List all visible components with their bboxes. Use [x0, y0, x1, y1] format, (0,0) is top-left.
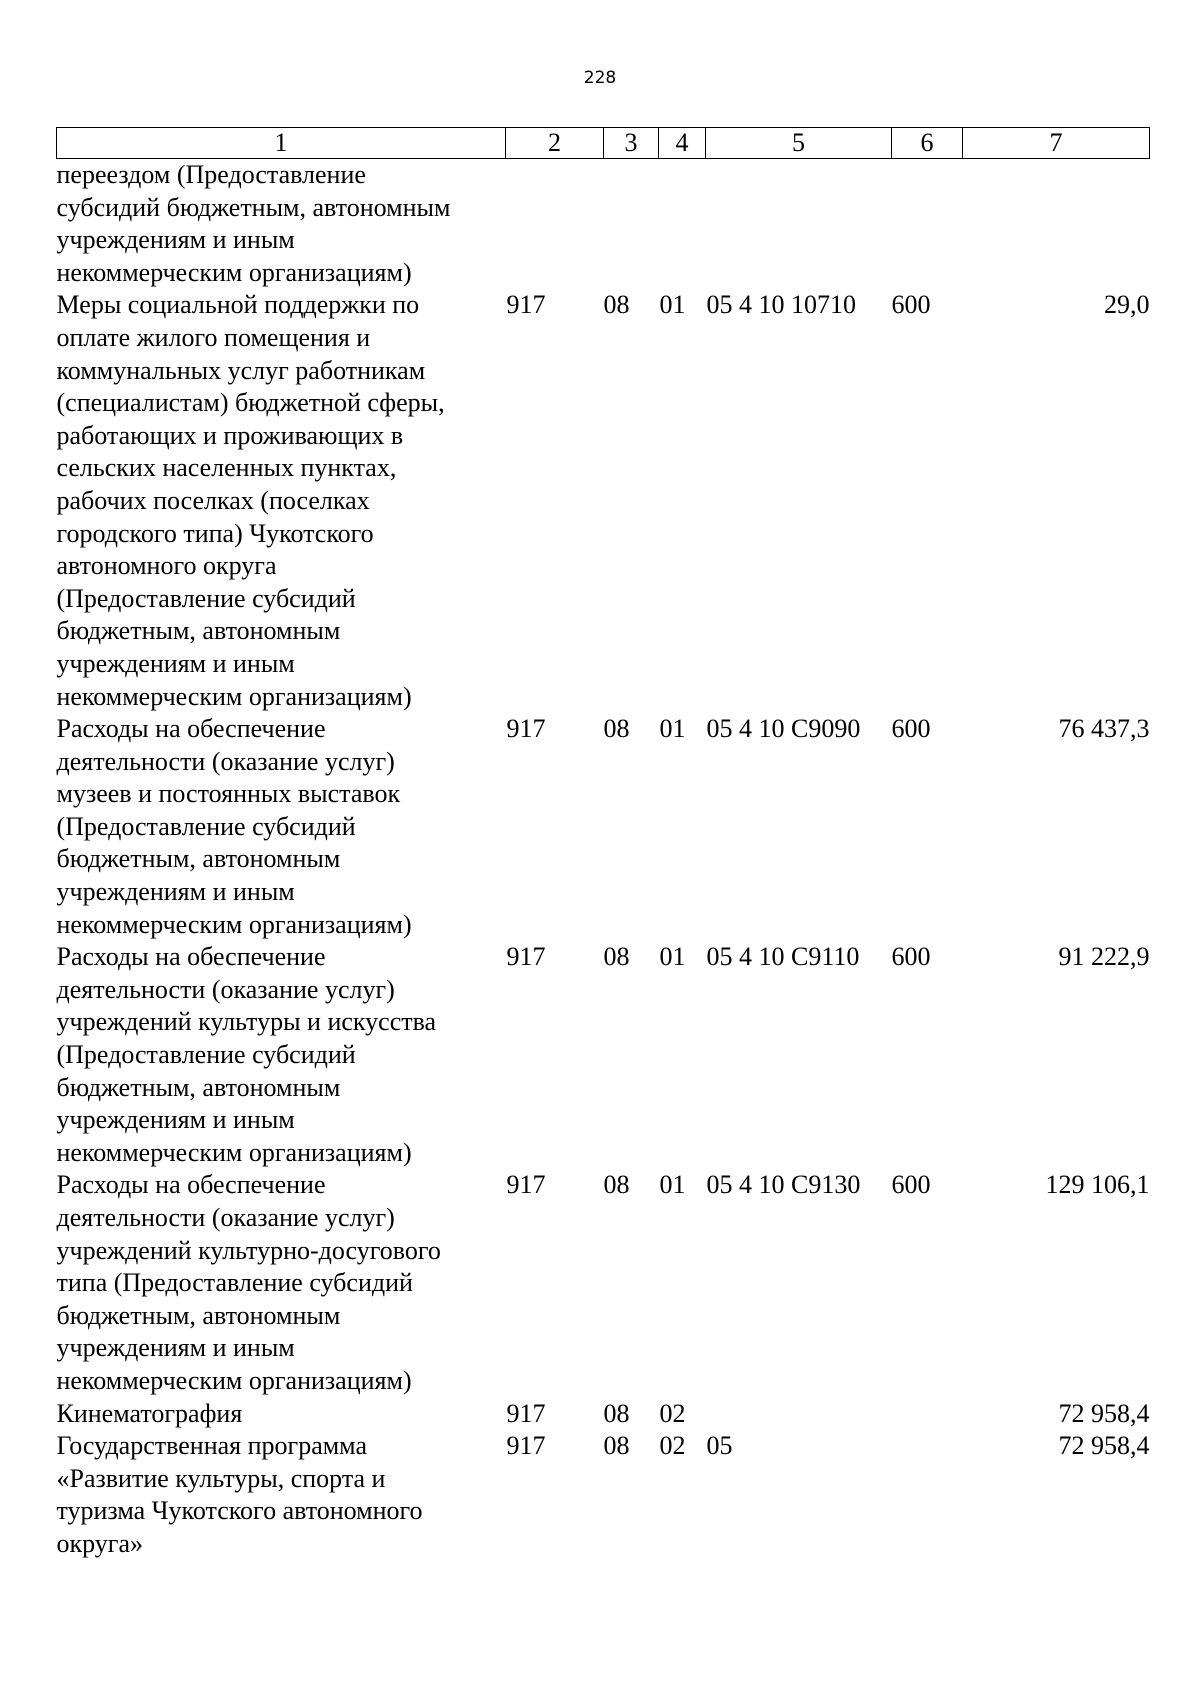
name-line: учреждениям и иным [56, 648, 295, 678]
name-line: типа (Предоставление субсидий [56, 1268, 413, 1298]
budget-table [56, 127, 1150, 1561]
section-code: 08 [603, 1431, 630, 1461]
header-col-7: 7 [963, 128, 1150, 159]
name-line: городского типа) Чукотского [56, 518, 374, 548]
name-line: деятельности (оказание услуг) [56, 746, 395, 776]
ministry-code: 917 [506, 1431, 546, 1461]
amount: 29,0 [1104, 290, 1150, 320]
subsection-code: 01 [659, 714, 686, 744]
target-article-code: 05 4 10 С9130 [706, 1170, 861, 1200]
table-row [57, 289, 1150, 713]
name-line: Расходы на обеспечение [56, 942, 326, 972]
name-line: музеев и постоянных выставок [56, 779, 401, 809]
target-article-code: 05 4 10 С9110 [706, 942, 860, 972]
name-line: учреждений культуры и искусства [56, 1007, 437, 1037]
name-line: рабочих поселках (поселках [56, 485, 370, 515]
name-line: переездом (Предоставление [56, 160, 366, 189]
section-code [604, 159, 659, 290]
ministry-code: 917 [506, 1170, 546, 1200]
section-code: 08 [603, 290, 630, 320]
name-line: учреждениям и иным [56, 1105, 295, 1135]
header-row [57, 128, 1150, 159]
row-name-cell [57, 159, 506, 290]
header-col-6: 6 [892, 128, 963, 159]
name-line: учреждениям и иным [56, 1333, 295, 1363]
row-name-cell [57, 941, 506, 1169]
name-line: некоммерческим организациям) [56, 257, 412, 287]
ministry-code [506, 159, 604, 290]
name-line: сельских населенных пунктах, [56, 453, 397, 483]
name-line: бюджетным, автономным [56, 1072, 341, 1102]
table-row [57, 1430, 1150, 1560]
name-line: бюджетным, автономным [56, 844, 341, 874]
name-line: Меры социальной поддержки по [56, 290, 420, 320]
name-line: (Предоставление субсидий [56, 1040, 356, 1070]
amount: 91 222,9 [1058, 942, 1150, 972]
name-line: деятельности (оказание услуг) [56, 974, 395, 1004]
amount: 76 437,3 [1058, 714, 1150, 744]
header-col-2: 2 [506, 128, 604, 159]
expense-type-code: 600 [891, 942, 931, 972]
expense-type-code [892, 1430, 963, 1560]
expense-type-code: 600 [891, 290, 931, 320]
target-article-code: 05 4 10 С9090 [706, 714, 861, 744]
amount: 72 958,4 [1058, 1431, 1150, 1461]
name-line: «Развитие культуры, спорта и [56, 1463, 386, 1493]
section-code: 08 [603, 714, 630, 744]
name-line: (Предоставление субсидий [56, 811, 356, 841]
name-line: субсидий бюджетным, автономным [56, 192, 451, 222]
table-row [57, 1398, 1150, 1431]
row-name-cell [57, 1169, 506, 1397]
target-article-code [706, 159, 892, 290]
name-line: учреждениям и иным [56, 877, 295, 907]
page-number: 228 [583, 68, 617, 88]
name-line: учреждений культурно-досугового [56, 1235, 441, 1265]
subsection-code: 02 [659, 1398, 686, 1428]
row-name-cell [57, 713, 506, 941]
name-line: работающих и проживающих в [56, 420, 404, 450]
amount: 72 958,4 [1058, 1398, 1150, 1428]
ministry-code: 917 [506, 942, 546, 972]
name-line: Государственная программа [56, 1431, 368, 1461]
section-code: 08 [603, 942, 630, 972]
name-line: деятельности (оказание услуг) [56, 1203, 395, 1232]
header-col-3: 3 [604, 128, 659, 159]
target-article-code [706, 1398, 892, 1431]
name-line: некоммерческим организациям) [56, 1365, 412, 1395]
name-line: туризма Чукотского автономного [56, 1496, 423, 1526]
amount [963, 159, 1150, 290]
table-row [57, 713, 1150, 941]
name-line: бюджетным, автономным [56, 616, 341, 646]
subsection-code: 01 [659, 942, 686, 972]
expense-type-code: 600 [891, 1170, 931, 1200]
header-col-4: 4 [659, 128, 706, 159]
subsection-code [659, 159, 706, 290]
name-line: некоммерческим организациям) [56, 909, 412, 939]
section-code: 08 [603, 1170, 630, 1200]
name-line: бюджетным, автономным [56, 1300, 341, 1330]
name-line: Расходы на обеспечение [56, 714, 326, 744]
name-line: оплате жилого помещения и [56, 322, 371, 352]
name-line: Кинематография [56, 1398, 243, 1428]
name-line: (Предоставление субсидий [56, 583, 356, 613]
header-col-1: 1 [57, 128, 506, 159]
expense-type-code [892, 1398, 963, 1431]
name-line: Расходы на обеспечение [56, 1170, 326, 1200]
row-name-cell [57, 289, 506, 713]
ministry-code: 917 [506, 714, 546, 744]
row-name-cell [57, 1430, 506, 1560]
subsection-code: 02 [659, 1431, 686, 1461]
table-row [57, 1169, 1150, 1397]
name-line: некоммерческим организациям) [56, 681, 412, 711]
subsection-code: 01 [659, 1170, 686, 1200]
name-line: учреждениям и иным [56, 225, 295, 255]
ministry-code: 917 [506, 290, 546, 320]
name-line: округа» [56, 1528, 143, 1558]
name-line: некоммерческим организациям) [56, 1137, 412, 1167]
row-name-cell [57, 1398, 506, 1431]
section-code: 08 [603, 1398, 630, 1428]
name-line: автономного округа [56, 551, 277, 581]
subsection-code: 01 [659, 290, 686, 320]
ministry-code: 917 [506, 1398, 546, 1428]
target-article-code: 05 4 10 10710 [706, 290, 856, 320]
table-row [57, 159, 1150, 290]
name-line: (специалистам) бюджетной сферы, [56, 388, 445, 418]
amount: 129 106,1 [1045, 1170, 1150, 1200]
header-col-5: 5 [706, 128, 892, 159]
target-article-code: 05 [706, 1431, 733, 1461]
table-row [57, 941, 1150, 1169]
expense-type-code: 600 [891, 714, 931, 744]
expense-type-code [892, 159, 963, 290]
name-line: коммунальных услуг работникам [56, 355, 426, 385]
